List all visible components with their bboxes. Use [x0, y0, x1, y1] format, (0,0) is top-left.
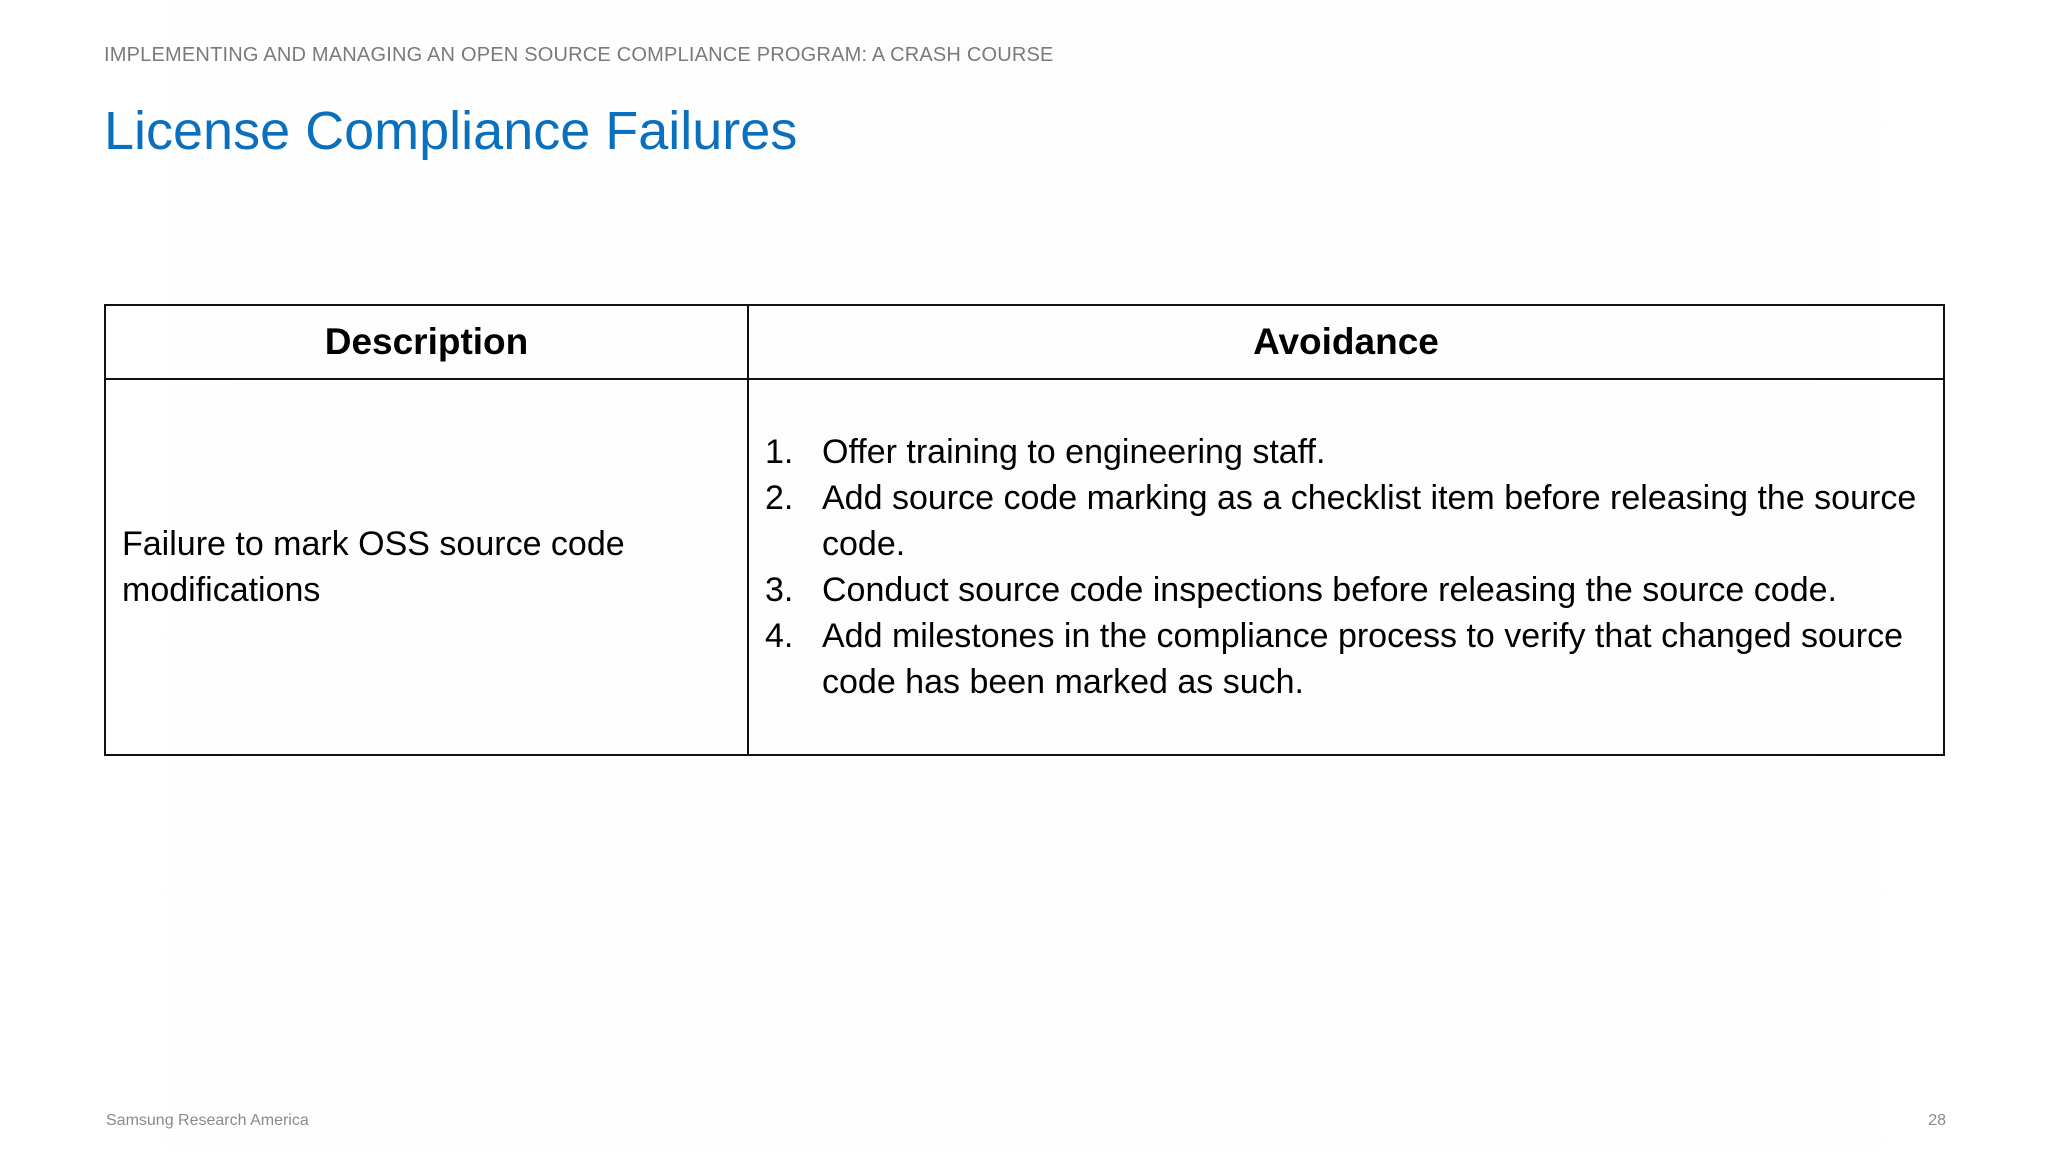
- column-header-avoidance: Avoidance: [1253, 321, 1439, 362]
- footer-organization: Samsung Research America: [106, 1112, 309, 1129]
- page-number: 28: [1928, 1112, 1946, 1129]
- list-item-text: Offer training to engineering staff.: [822, 433, 1326, 471]
- list-item-text: Add source code marking as a checklist item before releasing the source code.: [822, 479, 1917, 563]
- list-item: [765, 429, 1923, 475]
- presentation-kicker: IMPLEMENTING AND MANAGING AN OPEN SOURCE COMPLIANCE PROGRAM: A CRASH COURSE: [104, 44, 1054, 66]
- avoidance-cell: [749, 380, 1943, 754]
- column-header-description: Description: [106, 306, 749, 378]
- list-item-text: Conduct source code inspections before releasing the source code.: [822, 571, 1837, 609]
- slide-title: License Compliance Failures: [104, 101, 798, 161]
- list-item-number: 3.: [765, 571, 794, 609]
- list-item: [765, 475, 1923, 567]
- compliance-table: [104, 304, 1945, 756]
- list-item: [765, 567, 1923, 613]
- table-row: [106, 380, 1943, 754]
- list-item-text: Add milestones in the compliance process to verify that changed source code has been marked as such.: [822, 617, 1904, 701]
- description-cell: Failure to mark OSS source code modifications: [106, 380, 749, 754]
- list-item-number: 2.: [765, 479, 794, 517]
- list-item-number: 4.: [765, 617, 794, 655]
- list-item-number: 1.: [765, 433, 794, 471]
- avoidance-list: [765, 429, 1923, 705]
- list-item: [765, 613, 1923, 705]
- table-header-row: [106, 306, 1943, 380]
